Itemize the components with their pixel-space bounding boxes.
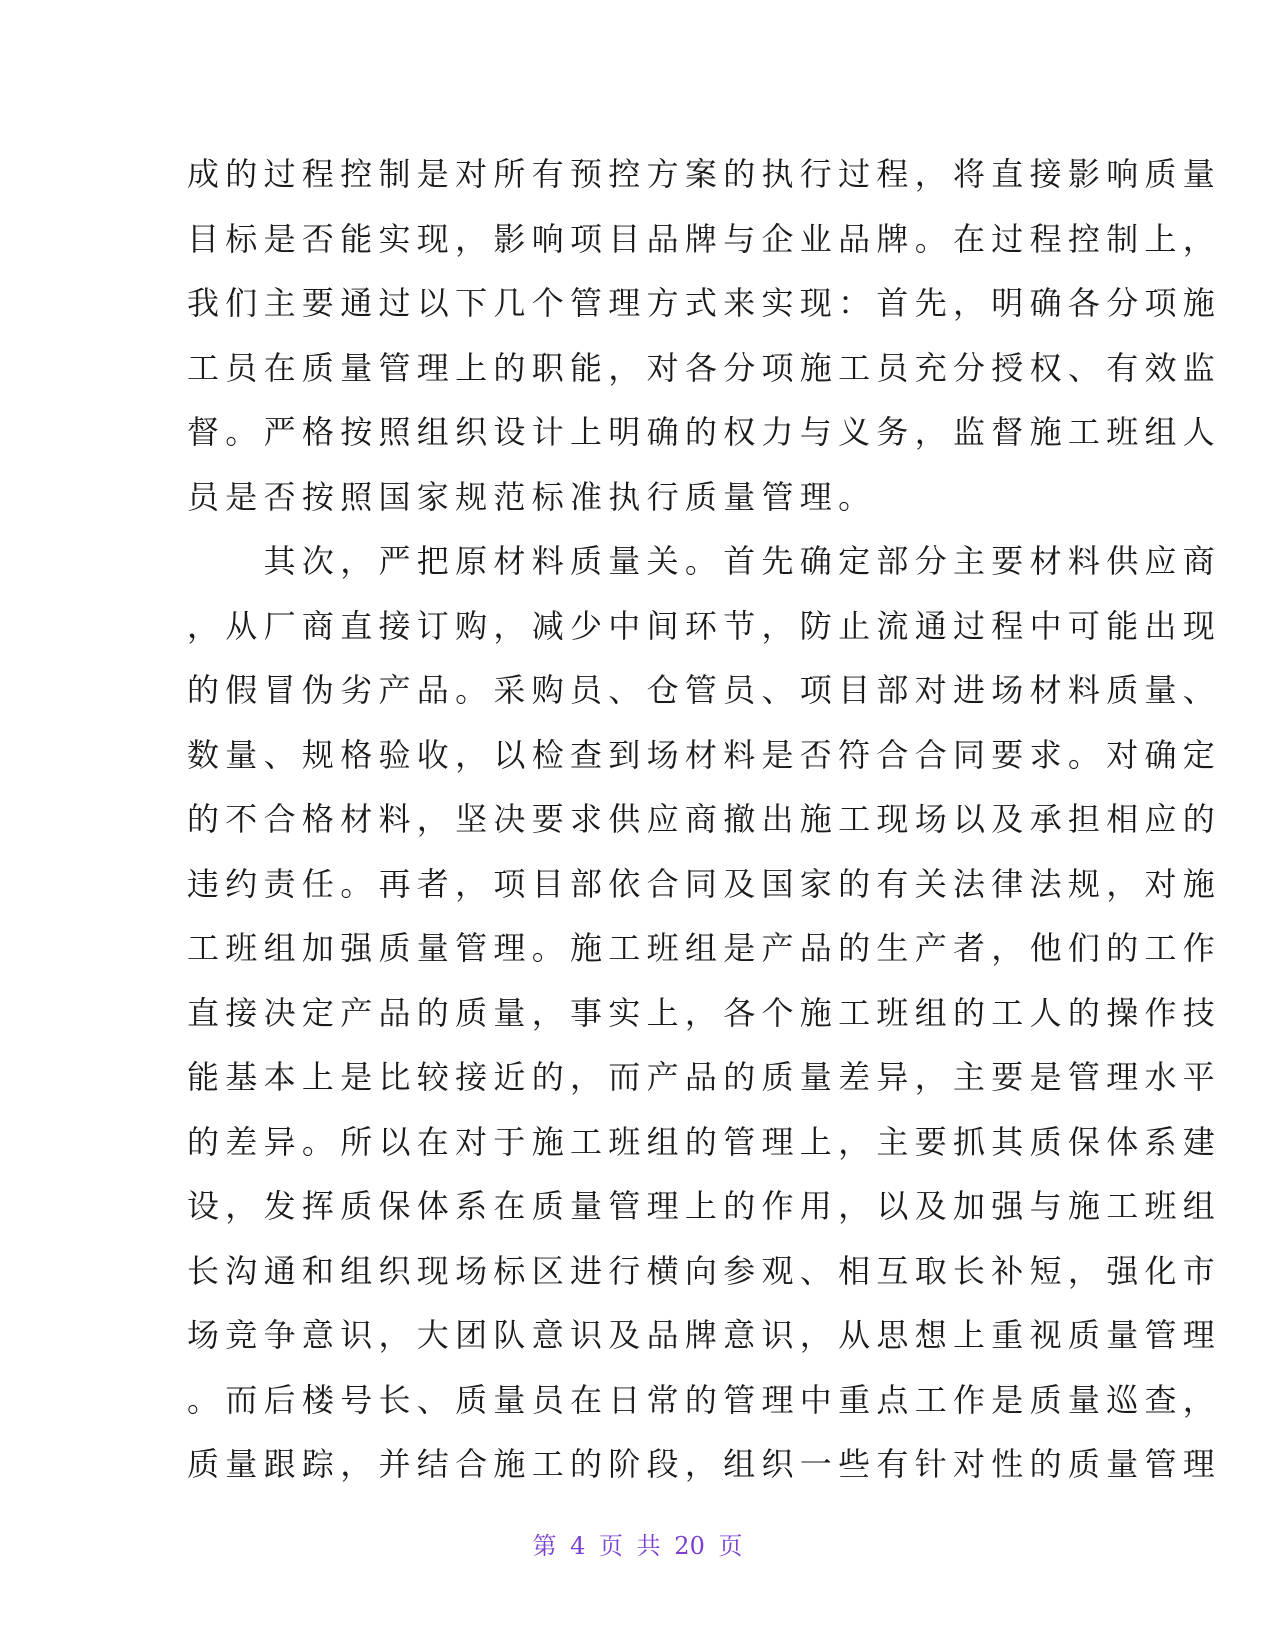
body-text [187, 142, 1222, 1497]
text-line: ，从厂商直接订购，减少中间环节，防止流通过程中可能出现 [187, 606, 1222, 645]
text-line: 的差异。所以在对于施工班组的管理上，主要抓其质保体系建 [187, 1122, 1222, 1161]
text-line: 目标是否能实现，影响项目品牌与企业品牌。在过程控制上， [187, 219, 1222, 258]
text-line: 工班组加强质量管理。施工班组是产品的生产者，他们的工作 [187, 929, 1222, 967]
text-line: 。而后楼号长、质量员在日常的管理中重点工作是质量巡查， [187, 1380, 1222, 1419]
text-line: 其次，严把原材料质量关。首先确定部分主要材料供应商 [187, 542, 1222, 580]
text-line: 的不合格材料，坚决要求供应商撤出施工现场以及承担相应的 [187, 800, 1222, 838]
text-line: 员是否按照国家规范标准执行质量管理。 [187, 477, 877, 516]
text-line: 长沟通和组织现场标区进行横向参观、相互取长补短，强化市 [187, 1251, 1222, 1290]
text-line: 违约责任。再者，项目部依合同及国家的有关法律法规，对施 [187, 864, 1222, 903]
page-number-footer: 第 4 页 共 20 页 [532, 1532, 743, 1560]
text-line: 成的过程控制是对所有预控方案的执行过程，将直接影响质量 [187, 155, 1222, 193]
text-line: 质量跟踪，并结合施工的阶段，组织一些有针对性的质量管理 [187, 1445, 1222, 1483]
text-line: 督。严格按照组织设计上明确的权力与义务，监督施工班组人 [187, 413, 1222, 451]
text-line: 工员在质量管理上的职能，对各分项施工员充分授权、有效监 [187, 348, 1222, 387]
text-line: 设，发挥质保体系在质量管理上的作用，以及加强与施工班组 [187, 1187, 1222, 1225]
text-line: 直接决定产品的质量，事实上，各个施工班组的工人的操作技 [187, 993, 1222, 1032]
text-line: 能基本上是比较接近的，而产品的质量差异，主要是管理水平 [187, 1058, 1222, 1096]
text-line: 场竞争意识，大团队意识及品牌意识，从思想上重视质量管理 [187, 1316, 1222, 1354]
text-line: 数量、规格验收，以检查到场材料是否符合合同要求。对确定 [187, 735, 1222, 774]
text-line: 我们主要通过以下几个管理方式来实现：首先，明确各分项施 [187, 284, 1222, 322]
text-line: 的假冒伪劣产品。采购员、仓管员、项目部对进场材料质量、 [187, 671, 1222, 709]
